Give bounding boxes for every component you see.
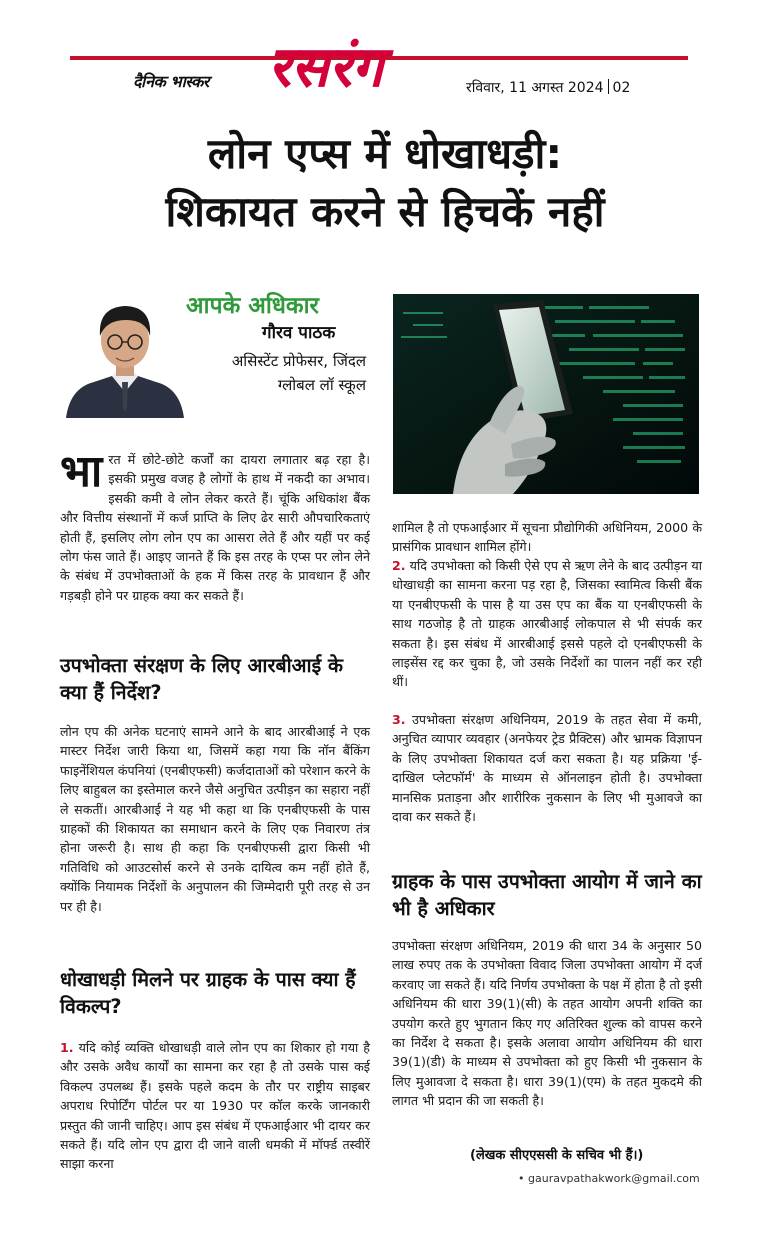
author-email: • gauravpathakwork@gmail.com <box>518 1172 700 1185</box>
section3-text: उपभोक्ता संरक्षण अधिनियम, 2019 की धारा 34 के अनुसार 50 लाख रुपए तक के उपभोक्ता विवाद जिला उपभोक्ता आयोग में दर्ज करवाए जा सकते हैं। यदि निर्णय उपभोक्ता के पक्ष में होता है तो इसी अधिनियम की धारा 39(1)(सी) के तहत आयोग अपनी शक्ति का उपयोग करते हुए भुगतान किए गए अतिरिक्त शुल्क को वापस करने का निर्देश दे सकता है। इसके अलावा आयोग अधिनियम की धारा 39(1)(डी) के माध्यम से उपभोक्ता को हुए किसी भी नुकसान के लिए मुआवजा दे सकता है। धारा 39(1)(एम) के तहत मुकदमे की लागत भी प्रदान की जा सकती है। <box>392 938 702 1109</box>
author-note: (लेखक सीएएससी के सचिव भी हैं।) <box>470 1148 644 1163</box>
section1-heading: उपभोक्ता संरक्षण के लिए आरबीआई के क्या हैं निर्देश? <box>60 654 343 704</box>
section2-item-2 <box>392 556 702 692</box>
author-name: गौरव पाठक <box>262 323 336 343</box>
headline-line-1: लोन एप्स में धोखाधड़ी: <box>207 129 563 178</box>
author-role-line-2: ग्लोबल लॉ स्कूल <box>277 376 366 394</box>
intro-paragraph <box>60 446 370 605</box>
item-number: 2. <box>392 558 406 573</box>
column-name: आपके अधिकार <box>186 293 319 319</box>
item-2-text: यदि उपभोक्ता को किसी ऐसे एप से ऋण लेने के बाद उत्पीड़न या धोखाधड़ी का सामना करना पड़ रहा है, जिसका स्वामित्व किसी बैंक या एनबीएफसी के पास है या उस एप का बैंक या एनबीएफसी के साथ गठजोड़ है तो ग्राहक आरबीआई लोकपाल से भी संपर्क कर सकता है। इस संबंध में आरबीआई इससे पहले दो एनबीएफसी के लाइसेंस रद्द कर चुका है, जो उसके निर्देशों का पालन नहीं कर रही थीं। <box>392 558 702 690</box>
author-portrait <box>64 292 186 418</box>
section2-item-3 <box>392 710 702 826</box>
item-number: 3. <box>392 712 406 727</box>
section2-heading: धोखाधड़ी मिलने पर ग्राहक के पास क्या हैं विकल्प? <box>60 968 356 1018</box>
email-text: gauravpathakwork@gmail.com <box>528 1172 700 1185</box>
brand-name: दैनिक भास्कर <box>133 72 209 91</box>
dateline <box>466 78 630 97</box>
headline-line-2: शिकायत करने से हिचकें नहीं <box>165 187 605 236</box>
item-1-text: यदि कोई व्यक्ति धोखाधड़ी वाले लोन एप का शिकार हो गया है और उसके अवैध कार्यों का सामना कर रहा है तो उसके पास कई विकल्प उपलब्ध हैं। इसके पहले कदम के तौर पर राष्ट्रीय साइबर अपराध रिपोर्टिंग पोर्टल पर या 1930 पर कॉल करके जानकारी प्रस्तुत की जानी चाहिए। आप इस संबंध में एफआईआर भी दायर कर सकते हैं। यदि लोन एप द्वारा दी जाने वाली धमकी में मॉर्फ्ड तस्वीरें साझा करना <box>60 1040 370 1172</box>
drop-cap: भा <box>60 446 103 497</box>
intro-text: रत में छोटे-छोटे कर्जों का दायरा लगातार बढ़ रहा है। इसकी प्रमुख वजह है लोगों के हाथ में नकदी का अभाव। इसकी कमी वे लोन लेकर करते हैं। चूंकि अधिकांश बैंक और वित्तीय संस्थानों में कर्ज प्राप्ति के लिए ढेर सारी औपचारिकताएं होती हैं, इसलिए लोग लोन एप का आसरा लेते हैं और यहीं पर कई लोग फंस जाते हैं। आइए जानते हैं कि इस तरह के एप्स पर लोन लेने के संबंध में उपभोक्ताओं के हक में किस तरह के प्रावधान हैं और गड़बड़ी होने पर ग्राहक क्या कर सकते हैं। <box>60 452 370 603</box>
page-number: 02 <box>612 80 631 96</box>
section3-heading: ग्राहक के पास उपभोक्ता आयोग में जाने का भी है अधिकार <box>392 870 702 920</box>
section2-item-1-continued: शामिल है तो एफआईआर में सूचना प्रौद्योगिकी अधिनियम, 2000 के प्रासंगिक प्रावधान शामिल होंगे। <box>392 520 702 555</box>
issue-date: रविवार, 11 अगस्त 2024 <box>466 80 604 96</box>
phone-hacker-photo <box>393 294 699 494</box>
item-number: 1. <box>60 1040 74 1055</box>
author-role-line-1: असिस्टेंट प्रोफेसर, जिंदल <box>231 352 366 370</box>
item-3-text: उपभोक्ता संरक्षण अधिनियम, 2019 के तहत सेवा में कमी, अनुचित व्यापार व्यवहार (अनफेयर ट्रेड प्रैक्टिस) और भ्रामक विज्ञापन के लिए उपभोक्ता शिकायत दर्ज करा सकता है। यह प्रक्रिया 'ई-दाखिल प्लेटफॉर्म' के माध्यम से ऑनलाइन होती है। उपभोक्ता मानसिक प्रताड़ना और शारीरिक नुकसान के लिए भी मुआवजे का दावा कर सकते हैं। <box>392 712 702 825</box>
date-divider <box>608 79 609 94</box>
section2-item-1 <box>60 1038 370 1174</box>
section1-text: लोन एप की अनेक घटनाएं सामने आने के बाद आरबीआई ने एक मास्टर निर्देश जारी किया था, जिसमें कहा गया कि नॉन बैंकिंग फाइनेंशियल कंपनियां (एनबीएफसी) कर्जदाताओं को परेशान करने के लिए बाहुबल का इस्तेमाल करने जैसे अनुचित उत्पीड़न का सहारा नहीं ले सकतीं। आरबीआई ने यह भी कहा था कि एनबीएफसी के पास ग्राहकों की शिकायत का समाधान करने के लिए एक निवारण तंत्र होना जरूरी है। साथ ही कहा कि एनबीएफसी द्वारा किसी भी गतिविधि को आउटसोर्स करने से उनके दायित्व कम नहीं होते हैं, क्योंकि नियामक निर्देशों के अनुपालन की जिम्मेदारी पूरी तरह से उन पर ही है। <box>60 724 370 914</box>
masthead-title: रसरंग <box>268 35 384 100</box>
